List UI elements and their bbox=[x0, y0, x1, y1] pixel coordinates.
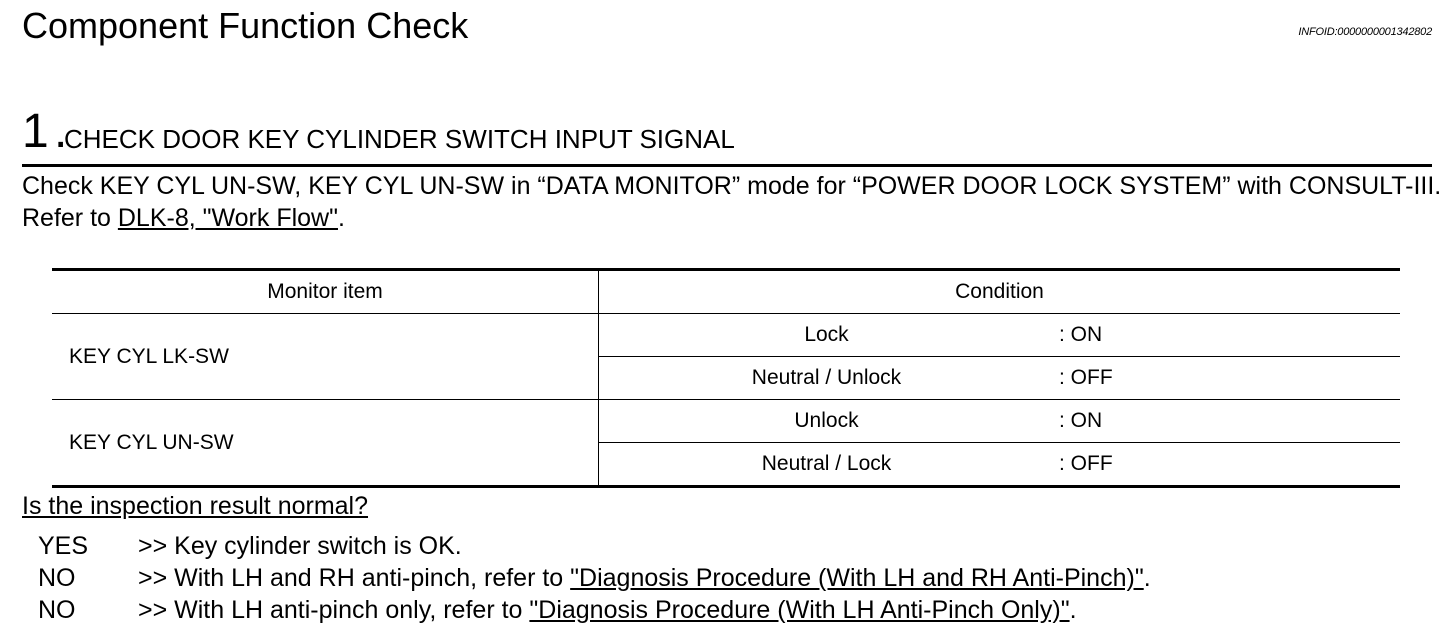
column-header-condition: Condition bbox=[599, 270, 1401, 314]
monitor-item-cell: KEY CYL UN-SW bbox=[52, 400, 599, 487]
condition-label: Unlock bbox=[794, 409, 859, 432]
monitor-table bbox=[52, 268, 1400, 488]
inspection-question: Is the inspection result normal? bbox=[22, 492, 369, 520]
condition-value: : ON bbox=[1059, 409, 1103, 432]
condition-cell bbox=[599, 314, 1401, 357]
condition-label: Neutral / Lock bbox=[761, 452, 892, 475]
table-header-row bbox=[52, 270, 1400, 314]
condition-label: Neutral / Unlock bbox=[751, 366, 902, 389]
page-title: Component Function Check bbox=[22, 5, 469, 46]
table-row bbox=[52, 314, 1400, 357]
answer-key: NO bbox=[38, 564, 76, 592]
answer-text: >> With LH anti-pinch only, refer to "Diagnosis Procedure (With LH Anti-Pinch Only)". bbox=[138, 596, 1077, 624]
step-dot: . bbox=[54, 105, 68, 158]
step-number: 1 bbox=[22, 105, 49, 158]
condition-label: Lock bbox=[804, 323, 849, 346]
work-flow-link[interactable]: DLK-8, "Work Flow" bbox=[117, 204, 338, 232]
instruction-text: Check KEY CYL UN-SW, KEY CYL UN-SW in “DATA MONITOR” mode for “POWER DOOR LOCK SYSTEM” with CONSULT-III. Refer to bbox=[22, 172, 1442, 232]
condition-value: : OFF bbox=[1059, 366, 1113, 389]
condition-value: : OFF bbox=[1059, 452, 1113, 475]
column-header-monitor-item: Monitor item bbox=[52, 270, 599, 314]
condition-cell bbox=[599, 400, 1401, 443]
answer-key: NO bbox=[38, 596, 76, 624]
answer-key: YES bbox=[38, 532, 89, 560]
diagnosis-lh-only-link[interactable]: "Diagnosis Procedure (With LH Anti-Pinch Only)" bbox=[529, 596, 1070, 624]
step-header bbox=[22, 104, 1432, 167]
table-row bbox=[52, 400, 1400, 443]
condition-cell bbox=[599, 357, 1401, 400]
step-heading: CHECK DOOR KEY CYLINDER SWITCH INPUT SIGNAL bbox=[64, 124, 735, 154]
monitor-item-cell: KEY CYL LK-SW bbox=[52, 314, 599, 400]
diagnosis-lh-rh-link[interactable]: "Diagnosis Procedure (With LH and RH Anti-Pinch)" bbox=[570, 564, 1144, 592]
answer-text: >> Key cylinder switch is OK. bbox=[138, 532, 462, 560]
condition-cell bbox=[599, 443, 1401, 487]
answer-text: >> With LH and RH anti-pinch, refer to "Diagnosis Procedure (With LH and RH Anti-Pinch)". bbox=[138, 564, 1151, 592]
info-id: INFOID:0000000001342802 bbox=[1298, 26, 1432, 38]
instruction-end: . bbox=[337, 204, 345, 232]
condition-value: : ON bbox=[1059, 323, 1103, 346]
instruction-paragraph bbox=[22, 170, 1442, 234]
